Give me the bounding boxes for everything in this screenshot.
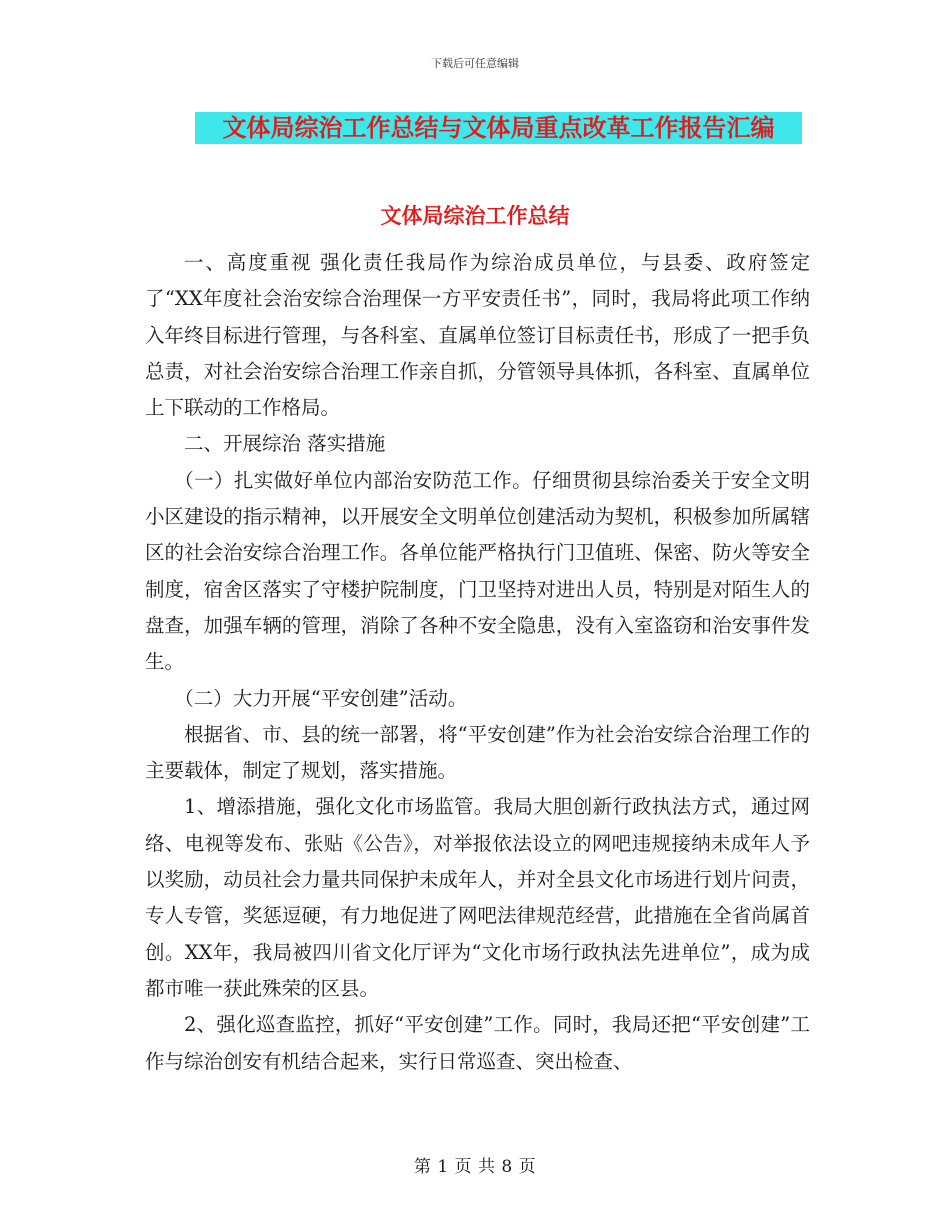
paragraph-deployment: 根据省、市、县的统一部署，将“平安创建”作为社会治安综合治理工作的主要载体，制定了规划，落实措施。 <box>145 722 810 783</box>
paragraph-responsibility: 一、高度重视 强化责任我局作为综治成员单位，与县委、政府签定了“XX年度社会治安综合治理保一方平安责任书”，同时，我局将此项工作纳入年终目标进行管理，与各科室、直属单位签订目标责任书，形成了一把手负总责，对社会治安综合治理工作亲自抓，分管领导具体抓，各科室、直属单位上下联动的工作格局。 <box>145 251 810 420</box>
page-header: 下载后可任意编辑 <box>431 57 519 70</box>
paragraph-internal-security: （一）扎实做好单位内部治安防范工作。仔细贯彻县综治委关于安全文明小区建设的指示精神，以开展安全文明单位创建活动为契机，积极参加所属辖区的社会治安综合治理工作。各单位能严格执行门卫值班、保密、防火等安全制度，宿舍区落实了守楼护院制度，门卫坚持对进出人员，特别是对陌生人的盘查，加强车辆的管理，消除了各种不安全隐患，没有入室盗窃和治安事件发生。 <box>145 468 810 674</box>
document-title: 文体局综治工作总结与文体局重点改革工作报告汇编 <box>195 112 802 144</box>
paragraph-heading-measures: 二、开展综治 落实措施 <box>184 432 386 456</box>
paragraph-market-supervision: 1、增添措施，强化文化市场监管。我局大胆创新行政执法方式，通过网络、电视等发布、张贴《公告》，对举报依法设立的网吧违规接纳未成年人予以奖励，动员社会力量共同保护未成年人，并对全县文化市场进行划片问责，专人专管，奖惩逗硬，有力地促进了网吧法律规范经营，此措施在全省尚属首创。XX年，我局被四川省文化厅评为“文化市场行政执法先进单位”，成为成都市唯一获此殊荣的区县。 <box>145 795 810 1000</box>
paragraph-ping-an-activity: （二）大力开展“平安创建”活动。 <box>174 686 468 710</box>
paragraph-patrol-monitoring: 2、强化巡查监控，抓好“平安创建”工作。同时，我局还把“平安创建”工作与综治创安有机结合起来，实行日常巡查、突出检查、 <box>145 1013 810 1073</box>
section-title: 文体局综治工作总结 <box>380 203 570 228</box>
page-footer: 第 1 页 共 8 页 <box>413 1157 537 1177</box>
document-body <box>145 245 810 1080</box>
